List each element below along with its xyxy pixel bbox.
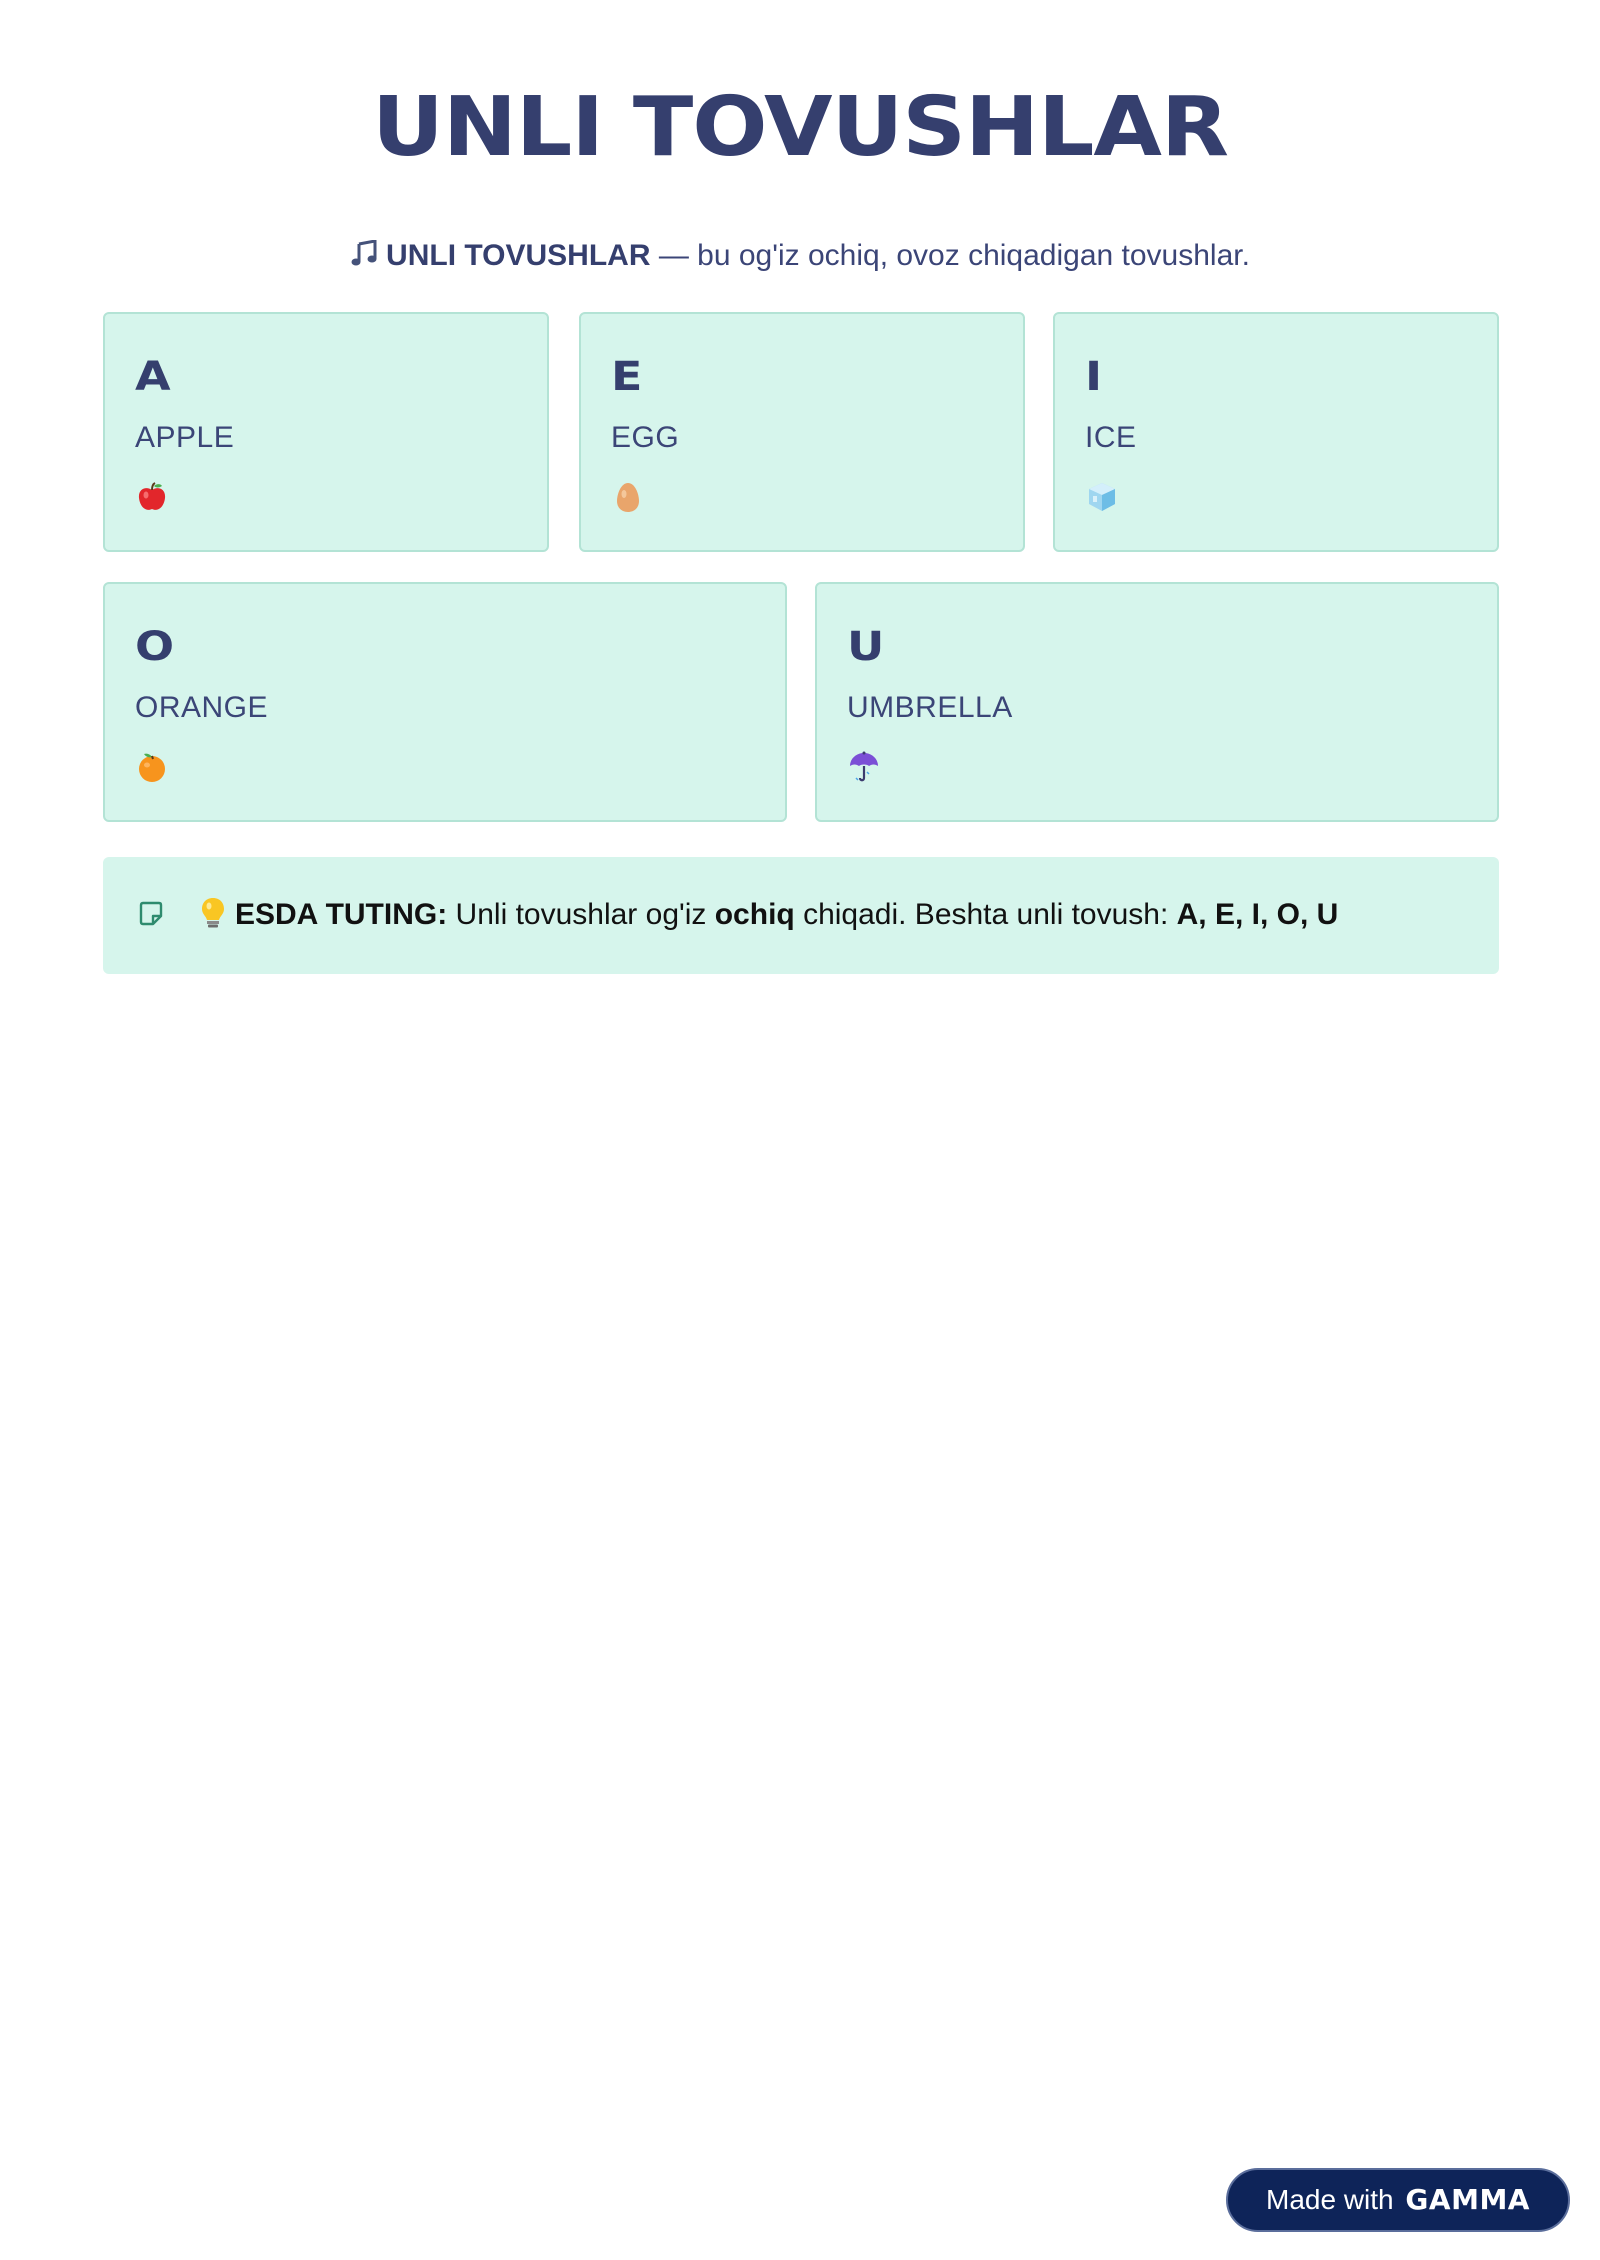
vowel-card-i [1053,312,1499,552]
intro-text: — bu og'iz ochiq, ovoz chiqadigan tovushlar. [650,239,1250,272]
vowel-word: APPLE [135,421,235,454]
sticky-note-icon [137,900,165,928]
remember-text [199,895,1338,935]
remember-label: ESDA TUTING: [235,898,448,931]
vowel-word: ORANGE [135,691,269,724]
orange-icon [135,750,169,784]
vowel-card-u [815,582,1499,822]
vowel-word: EGG [611,421,680,454]
vowel-letter: E [611,354,643,400]
vowel-letter: O [135,624,175,670]
badge-prefix: Made with [1266,2184,1394,2215]
umbrella-icon [847,750,881,784]
vowel-card-a [103,312,549,552]
intro-bold: UNLI TOVUSHLAR [386,239,651,272]
gamma-logo: GAMMA [1405,2183,1530,2216]
remember-callout [103,857,1499,974]
vowel-letter: I [1085,354,1103,400]
vowel-letter: U [847,624,885,670]
page-title: UNLI TOVUSHLAR [372,80,1228,175]
apple-icon [135,480,169,514]
remember-emphasis: ochiq [714,898,795,931]
vowel-card-o [103,582,787,822]
vowel-letter: A [135,354,171,400]
intro-line [0,236,1600,276]
remember-body-2: chiqadi. Beshta unli tovush: [794,898,1177,931]
remember-body-1: Unli tovushlar og'iz [447,898,715,931]
vowel-card-e [579,312,1025,552]
light-bulb-icon [199,896,227,930]
made-with-gamma-badge[interactable] [1226,2168,1570,2232]
ice-cube-icon [1085,480,1119,514]
music-note-icon [350,236,378,276]
remember-vowel-list: A, E, I, O, U [1176,898,1339,931]
vowel-word: UMBRELLA [847,691,1013,724]
egg-icon [611,480,645,514]
vowel-word: ICE [1085,421,1137,454]
